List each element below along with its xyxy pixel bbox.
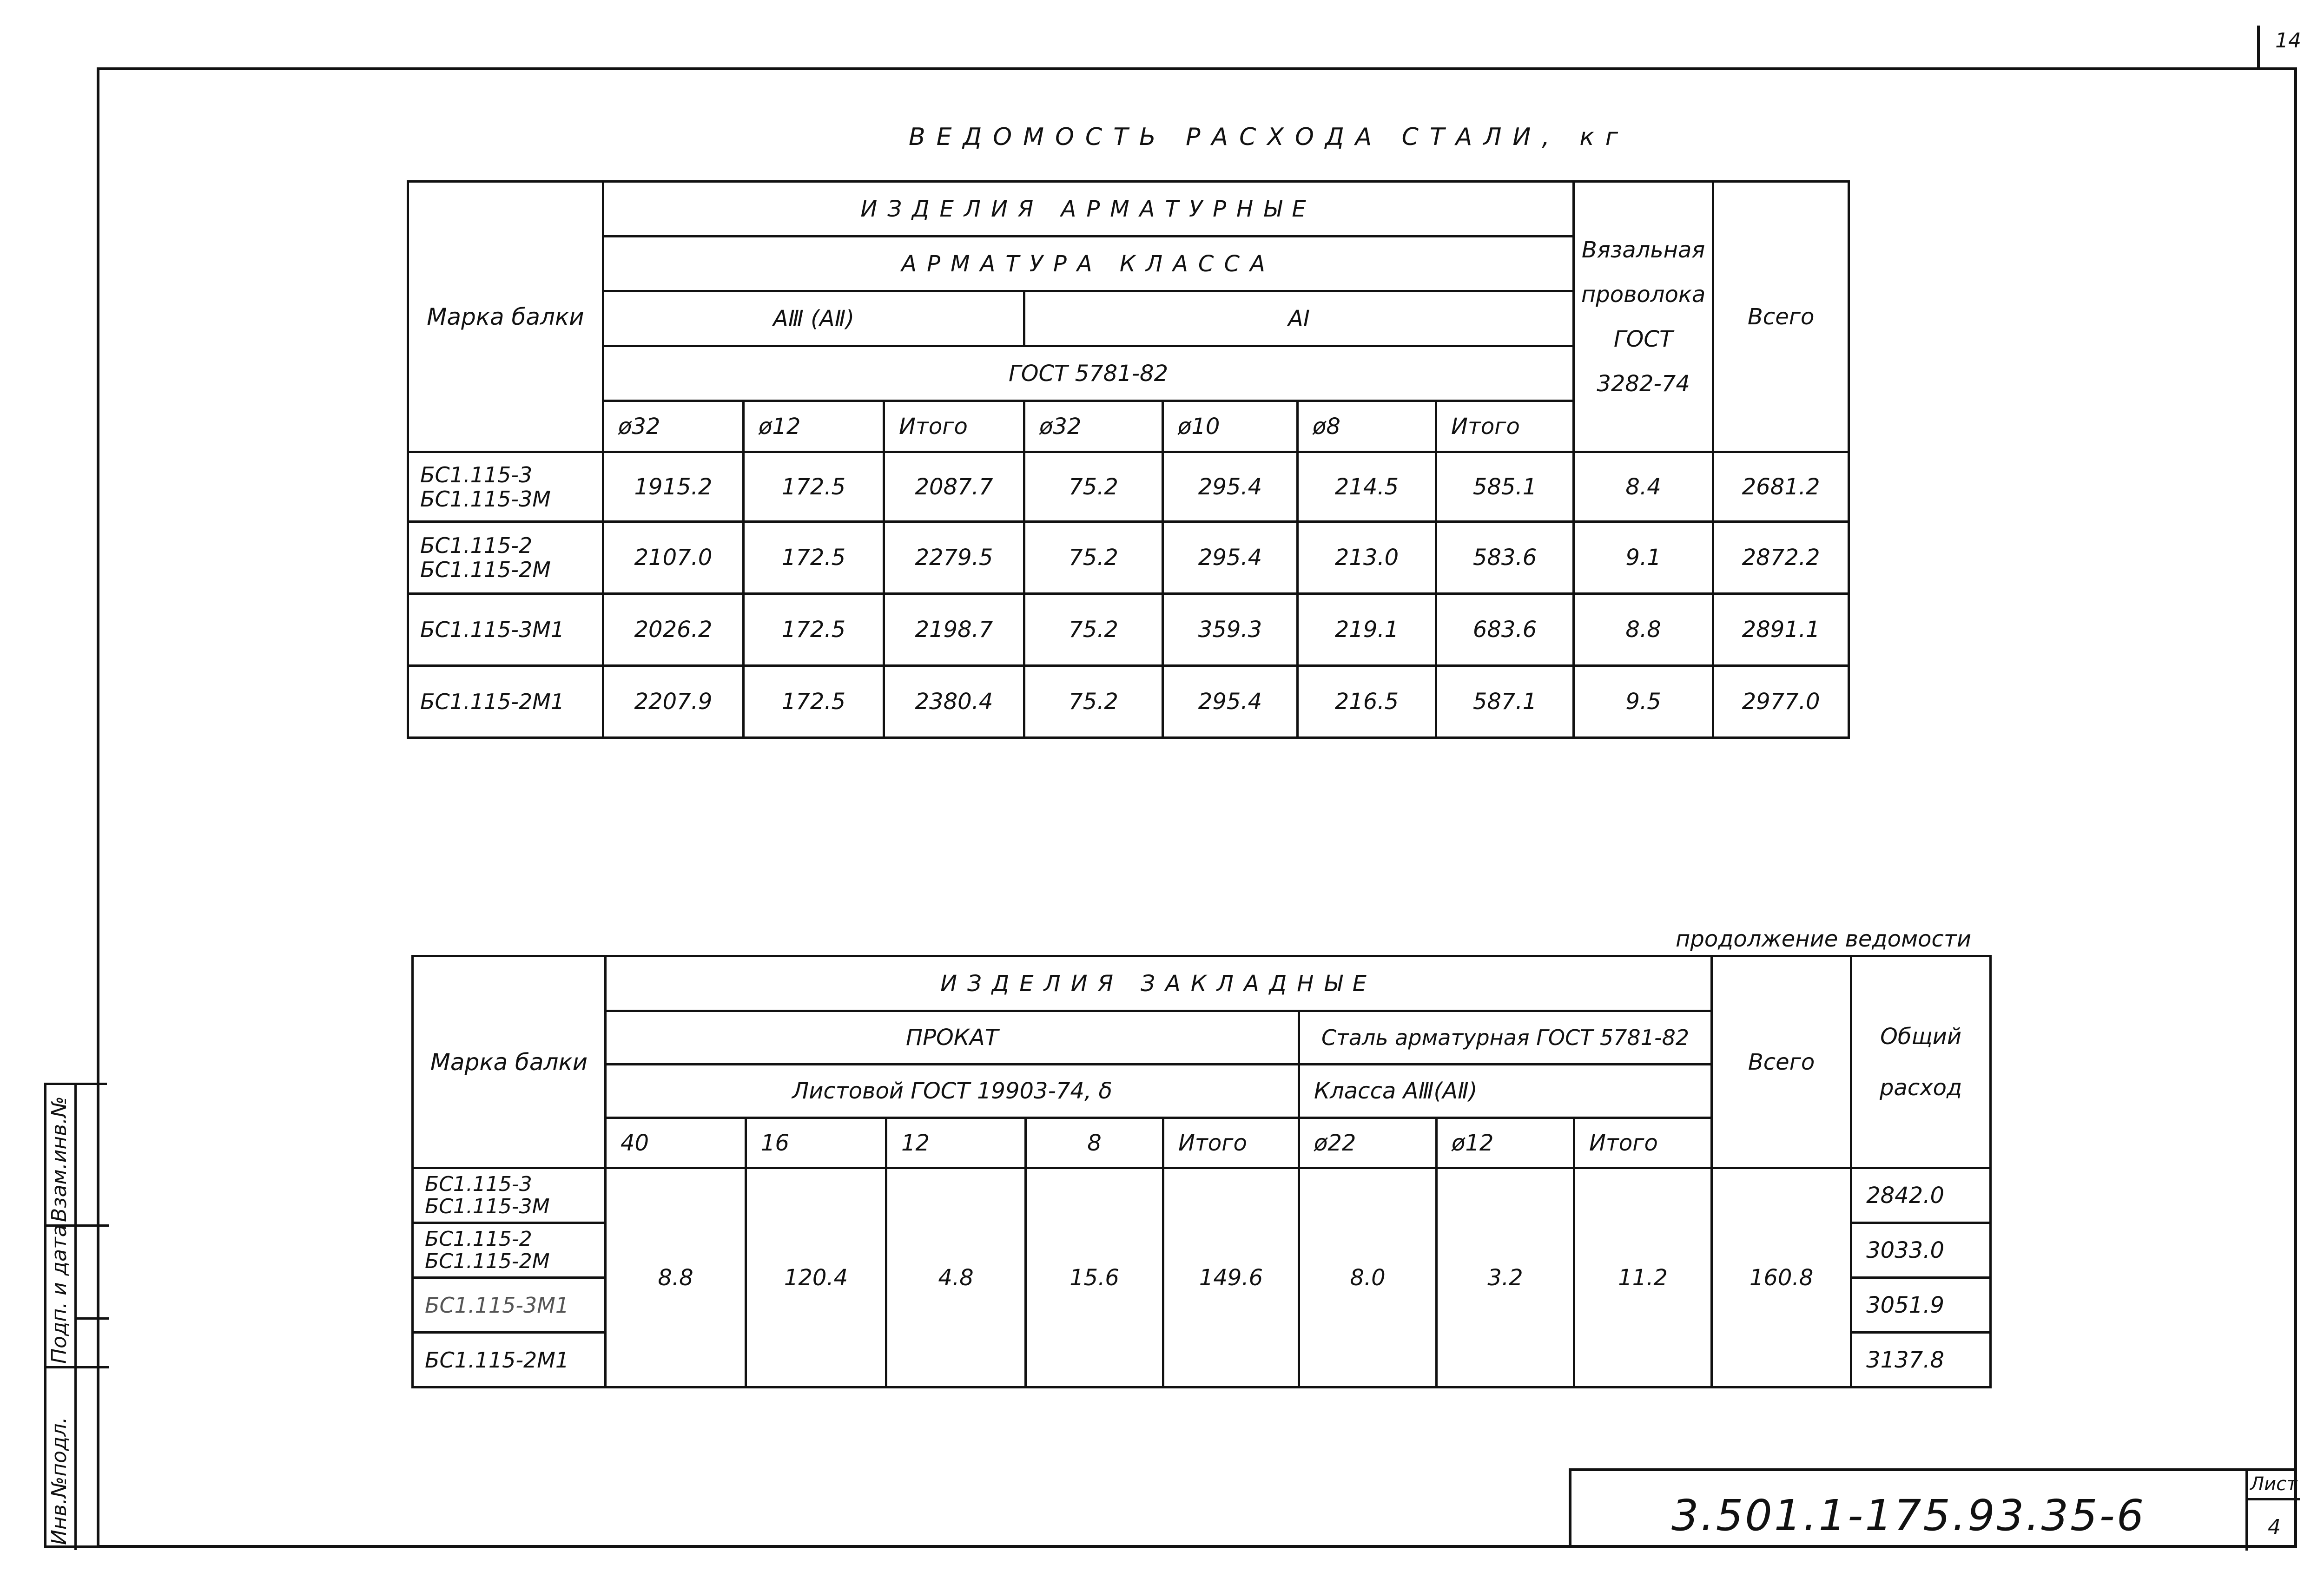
total-header: Всего [1713, 182, 1849, 452]
sheet-number: 4 [2268, 1515, 2281, 1539]
table-row [408, 666, 1849, 738]
cell: 2891.1 [1713, 594, 1849, 666]
cell: 160.8 [1712, 1168, 1851, 1387]
subcol-header: Итого [884, 401, 1024, 452]
cell: 3.2 [1437, 1168, 1574, 1387]
cell: 2842.0 [1851, 1168, 1991, 1223]
cell: 214.5 [1298, 452, 1436, 522]
page-title: ВЕДОМОСТЬ РАСХОДА СТАЛИ, кг [909, 123, 1630, 151]
class-a1-header: АⅠ [1024, 291, 1574, 346]
cell: 2198.7 [884, 594, 1024, 666]
cell: 120.4 [746, 1168, 886, 1387]
row-mark: БС1.115-3 БС1.115-3М [413, 1168, 606, 1223]
subcol-header: ø10 [1163, 401, 1298, 452]
cell: 11.2 [1574, 1168, 1712, 1387]
cell: 8.8 [606, 1168, 746, 1387]
cell: 149.6 [1163, 1168, 1299, 1387]
cell: 1915.2 [603, 452, 744, 522]
cell: 2681.2 [1713, 452, 1849, 522]
cell: 8.0 [1299, 1168, 1437, 1387]
cell: 359.3 [1163, 594, 1298, 666]
cell: 8.4 [1574, 452, 1713, 522]
steel-header: Сталь арматурная ГОСТ 5781-82 [1299, 1011, 1712, 1065]
doc-code: 3.501.1-175.93.35-6 [1671, 1491, 2146, 1540]
subcol-header: ø8 [1298, 401, 1436, 452]
col-mark-header: Марка балки [413, 956, 606, 1168]
cell: 2977.0 [1713, 666, 1849, 738]
subcol-header: 8 [1026, 1118, 1163, 1168]
subcol-header: Итого [1436, 401, 1574, 452]
class-a3-header: АⅢ (АⅡ) [603, 291, 1024, 346]
stamp-inv-no: Инв.№подл. [47, 1417, 71, 1545]
stamp-sign-date: Подп. и дата [47, 1224, 71, 1364]
cell: 583.6 [1436, 522, 1574, 594]
table-row [408, 452, 1849, 522]
subcol-header: ø12 [1437, 1118, 1574, 1168]
cell: 172.5 [744, 452, 884, 522]
cell: 2207.9 [603, 666, 744, 738]
cell: 9.1 [1574, 522, 1713, 594]
cell: 219.1 [1298, 594, 1436, 666]
cell: 683.6 [1436, 594, 1574, 666]
subcol-header: ø32 [603, 401, 744, 452]
cell: 2087.7 [884, 452, 1024, 522]
sheet-label: Лист [2250, 1473, 2298, 1495]
cell: 172.5 [744, 594, 884, 666]
cell: 213.0 [1298, 522, 1436, 594]
table-row [408, 594, 1849, 666]
row-mark: БС1.115-2М1 [413, 1333, 606, 1387]
subcol-header: 12 [886, 1118, 1026, 1168]
cell: 587.1 [1436, 666, 1574, 738]
cell: 2380.4 [884, 666, 1024, 738]
subcol-header: 40 [606, 1118, 746, 1168]
row-mark: БС1.115-3М1 [413, 1278, 606, 1333]
row-mark: БС1.115-2 БС1.115-2М [413, 1223, 606, 1278]
steel-consumption-table [407, 180, 1850, 739]
overall-header: Общий расход [1851, 956, 1991, 1168]
cell: 295.4 [1163, 522, 1298, 594]
cell: 295.4 [1163, 666, 1298, 738]
stamp-replace-inv: Взам.инв.№ [47, 1096, 71, 1222]
cell: 75.2 [1024, 594, 1163, 666]
cell: 75.2 [1024, 666, 1163, 738]
cell: 8.8 [1574, 594, 1713, 666]
gost-header: ГОСТ 5781-82 [603, 346, 1574, 401]
title-block [1569, 1468, 2297, 1548]
total-header: Всего [1712, 956, 1851, 1168]
cell: 2872.2 [1713, 522, 1849, 594]
subcol-header: Итого [1163, 1118, 1299, 1168]
cell: 585.1 [1436, 452, 1574, 522]
group-title: ИЗДЕЛИЯ ЗАКЛАДНЫЕ [606, 956, 1712, 1011]
cell: 4.8 [886, 1168, 1026, 1387]
subcol-header: Итого [1574, 1118, 1712, 1168]
subcol-header: ø32 [1024, 401, 1163, 452]
subcol-header: 16 [746, 1118, 886, 1168]
cell: 216.5 [1298, 666, 1436, 738]
cell: 2107.0 [603, 522, 744, 594]
cell: 3033.0 [1851, 1223, 1991, 1278]
cell: 172.5 [744, 522, 884, 594]
cell: 2279.5 [884, 522, 1024, 594]
row-mark: БС1.115-2 БС1.115-2М [408, 522, 603, 594]
wire-header: Вязальная проволока ГОСТ 3282-74 [1574, 182, 1713, 452]
cell: 15.6 [1026, 1168, 1163, 1387]
row-mark: БС1.115-3 БС1.115-3М [408, 452, 603, 522]
cell: 295.4 [1163, 452, 1298, 522]
side-stamp [44, 1083, 107, 1548]
cell: 75.2 [1024, 452, 1163, 522]
cell: 3051.9 [1851, 1278, 1991, 1333]
continuation-caption: продолжение ведомости [1676, 926, 1972, 952]
table-row [413, 1168, 1991, 1223]
cell: 2026.2 [603, 594, 744, 666]
class-header: Класса АⅢ(АⅡ) [1299, 1065, 1712, 1118]
group-title: ИЗДЕЛИЯ АРМАТУРНЫЕ [603, 182, 1574, 237]
table-row [408, 522, 1849, 594]
embedded-items-table [411, 955, 1992, 1388]
sheet-gost-header: Листовой ГОСТ 19903-74, δ [606, 1065, 1299, 1118]
corner-number: 14 [2275, 29, 2301, 53]
subcol-header: ø22 [1299, 1118, 1437, 1168]
col-mark-header: Марка балки [408, 182, 603, 452]
prokat-header: ПРОКАТ [606, 1011, 1299, 1065]
row-mark: БС1.115-3М1 [408, 594, 603, 666]
row-mark: БС1.115-2М1 [408, 666, 603, 738]
cell: 75.2 [1024, 522, 1163, 594]
subgroup-title: АРМАТУРА КЛАССА [603, 237, 1574, 291]
cell: 9.5 [1574, 666, 1713, 738]
subcol-header: ø12 [744, 401, 884, 452]
cell: 3137.8 [1851, 1333, 1991, 1387]
cell: 172.5 [744, 666, 884, 738]
